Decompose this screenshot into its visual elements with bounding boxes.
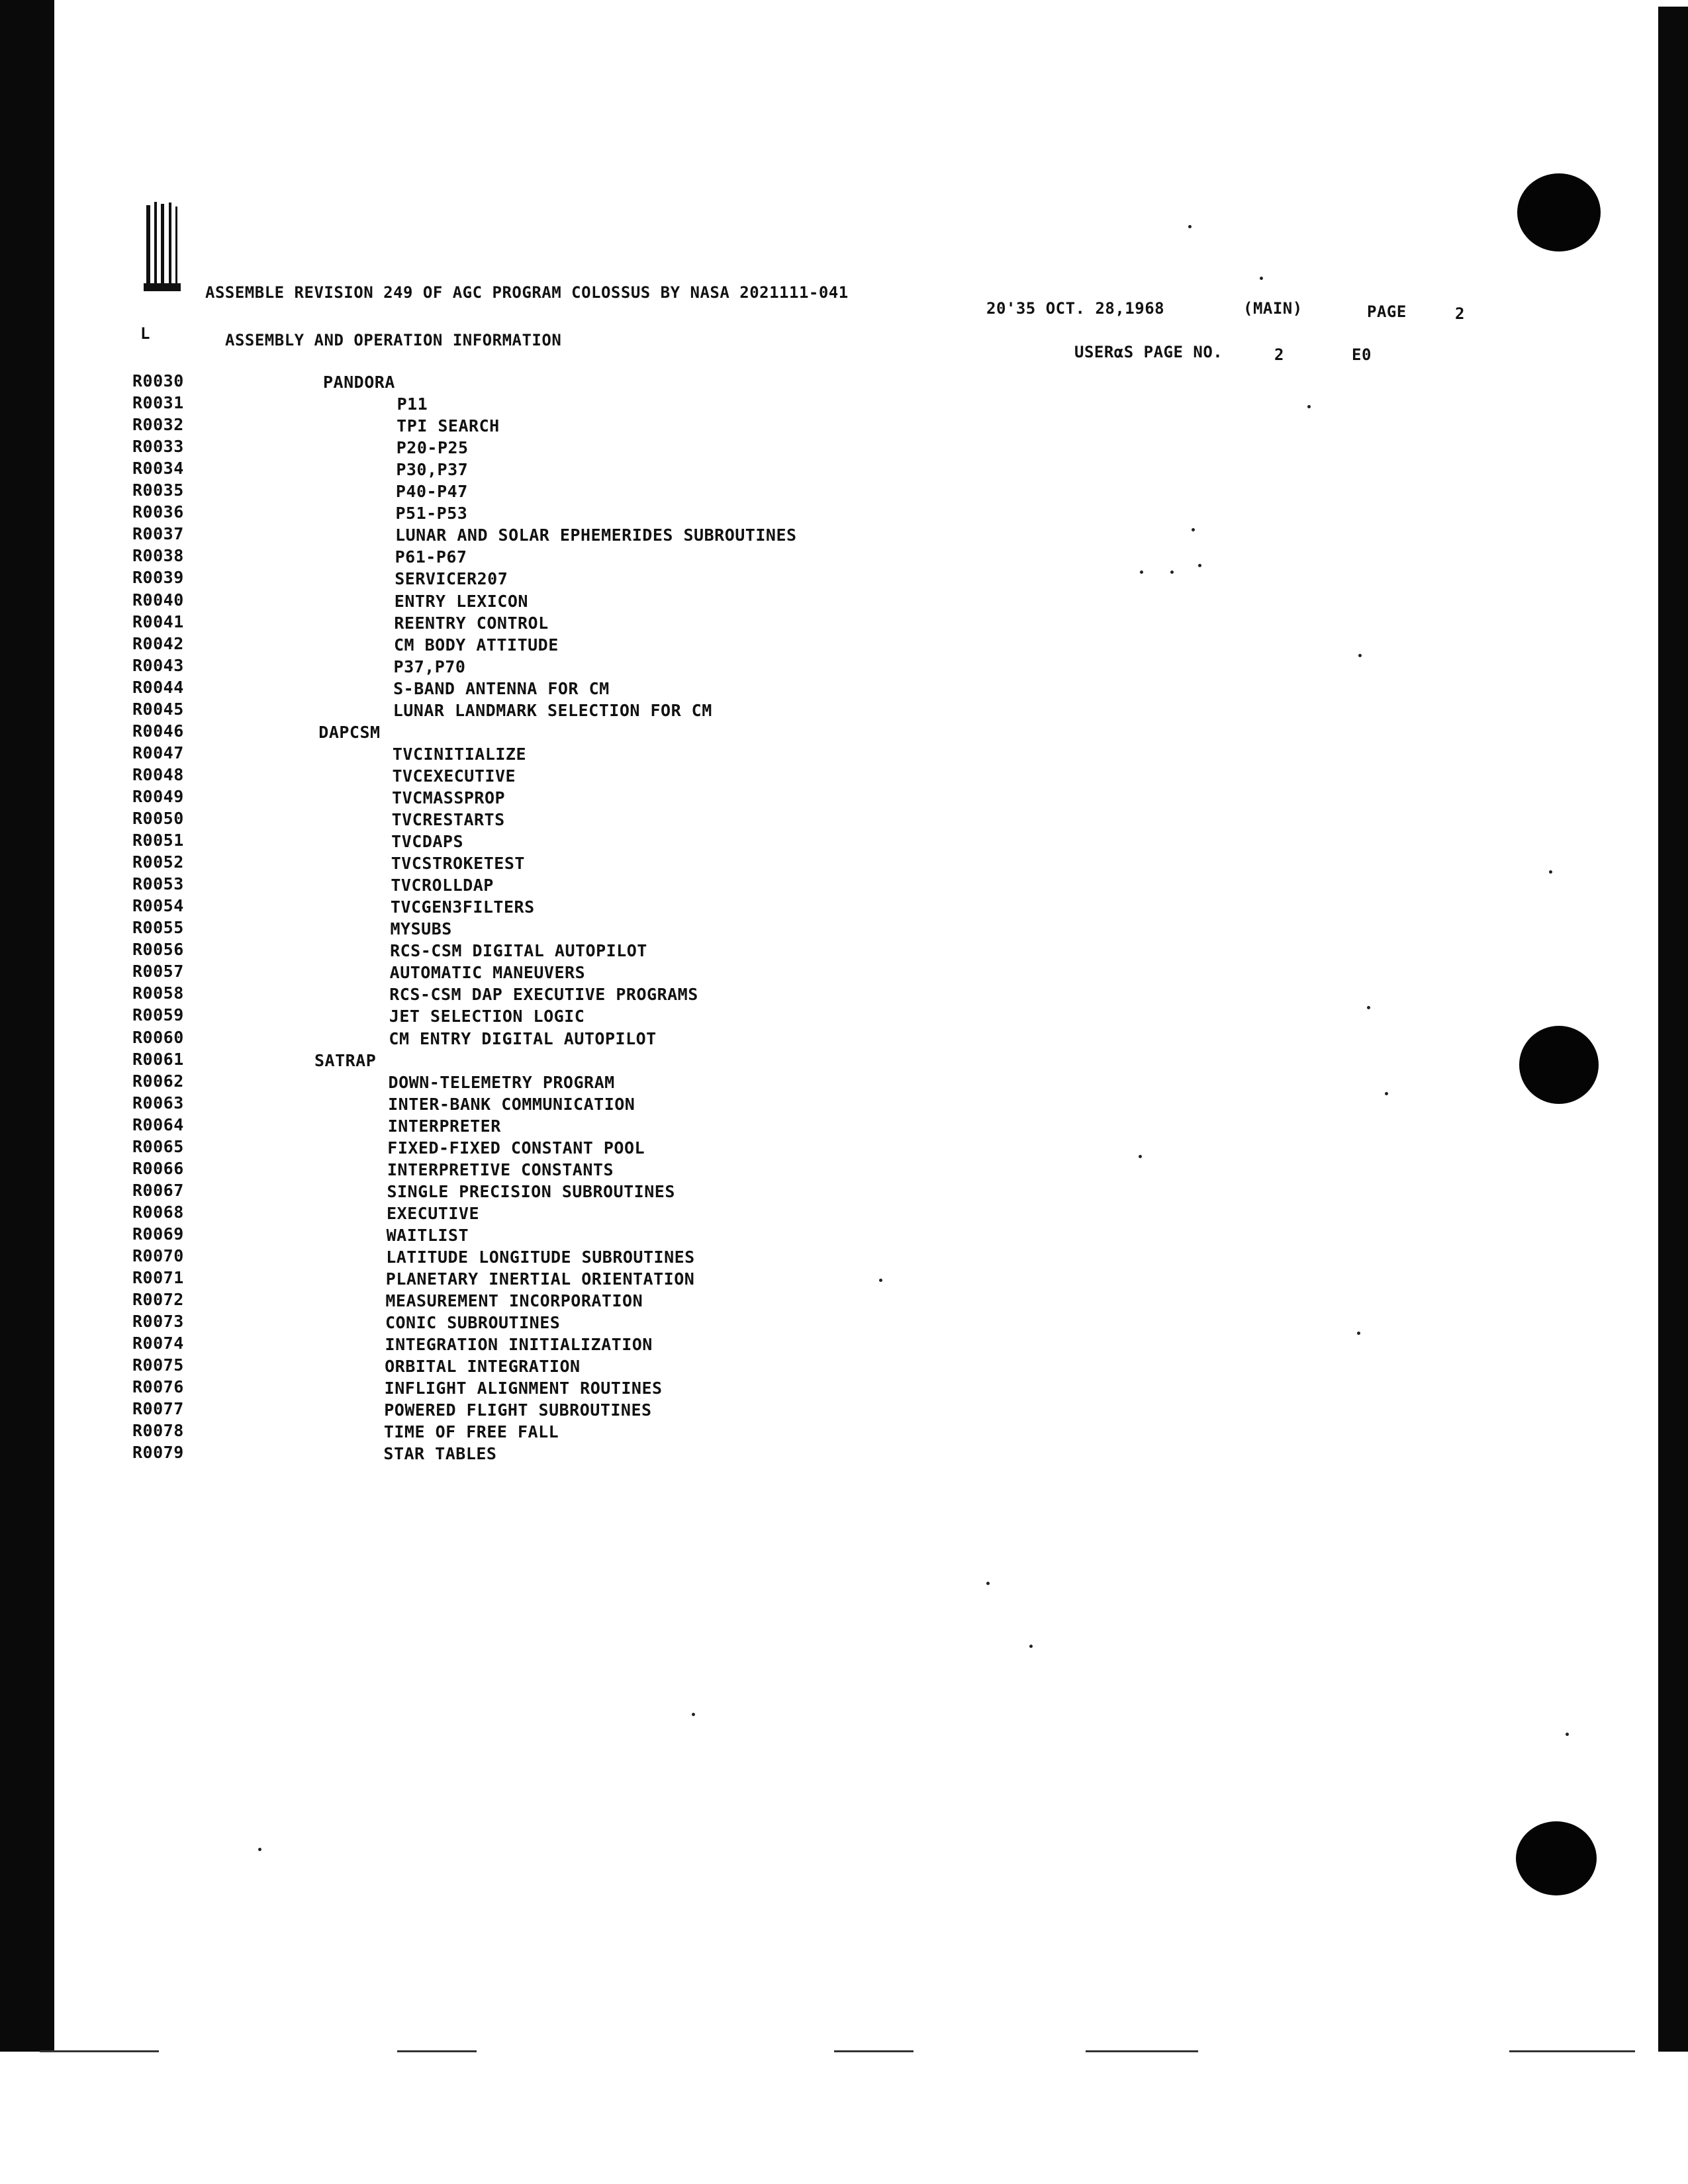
listing-seq: R0053 (132, 874, 184, 894)
scan-edge-line (1086, 2050, 1198, 2052)
listing-seq: R0040 (132, 590, 184, 610)
listing-entry: P61-P67 (395, 547, 467, 567)
listing-entry: TVCGEN3FILTERS (390, 897, 535, 917)
scan-speck (1549, 870, 1552, 874)
listing-seq: R0030 (132, 371, 184, 390)
listing-seq: R0073 (132, 1312, 184, 1332)
scan-edge-line (1509, 2050, 1635, 2052)
listing-seq: R0069 (132, 1224, 184, 1244)
listing-entry: DOWN-TELEMETRY PROGRAM (388, 1072, 615, 1092)
listing-entry: P20-P25 (396, 438, 469, 458)
listing-entry: P37,P70 (393, 657, 466, 676)
listing-seq: R0031 (132, 393, 184, 413)
listing-seq: R0047 (132, 743, 184, 762)
listing-entry: RCS-CSM DAP EXECUTIVE PROGRAMS (389, 985, 698, 1005)
listing-entry: TVCRESTARTS (391, 810, 505, 829)
listing-entry: LATITUDE LONGITUDE SUBROUTINES (386, 1248, 695, 1267)
listing-entry: CM ENTRY DIGITAL AUTOPILOT (389, 1028, 657, 1048)
listing-seq: R0049 (132, 786, 184, 806)
scan-speck (1307, 405, 1311, 408)
listing-entry: S-BAND ANTENNA FOR CM (393, 678, 610, 698)
listing-seq: R0046 (132, 721, 184, 741)
listing-seq: R0071 (132, 1268, 184, 1288)
listing-entry: CONIC SUBROUTINES (385, 1313, 561, 1333)
listing-seq: R0032 (132, 415, 184, 435)
listing-seq: R0041 (132, 612, 184, 631)
page-number: 2 (1455, 304, 1465, 323)
scan-edge-line (834, 2050, 914, 2052)
listing-seq: R0043 (132, 655, 184, 675)
listing-seq: R0034 (132, 459, 184, 478)
listing-seq: R0072 (132, 1290, 184, 1310)
listing-entry: RCS-CSM DIGITAL AUTOPILOT (390, 941, 647, 961)
scan-speck (1139, 1155, 1142, 1158)
listing-seq: R0077 (132, 1399, 184, 1419)
listing-entry: TVCINITIALIZE (392, 744, 527, 764)
listing-seq: R0065 (132, 1136, 184, 1156)
listing-entry: CM BODY ATTITUDE (393, 635, 559, 655)
listing-entry: MEASUREMENT INCORPORATION (385, 1291, 643, 1311)
listing-entry: P30,P37 (396, 460, 469, 480)
listing-section: DAPCSM (318, 722, 381, 742)
listing-seq: R0061 (132, 1049, 184, 1069)
listing-seq: R0033 (132, 437, 184, 457)
listing-entry: LUNAR AND SOLAR EPHEMERIDES SUBROUTINES (395, 525, 797, 545)
punch-hole-top (1517, 173, 1601, 251)
listing-seq: R0048 (132, 764, 184, 784)
listing-entry: TVCROLLDAP (391, 876, 494, 895)
binder-mark-icon (142, 199, 182, 298)
scan-speck (1357, 1332, 1360, 1335)
listing-entry: TVCDAPS (391, 832, 464, 852)
scan-speck (1198, 564, 1201, 567)
listing-section: SATRAP (314, 1050, 377, 1070)
scan-speck (1260, 277, 1263, 280)
listing-seq: R0067 (132, 1180, 184, 1200)
listing-seq: R0076 (132, 1377, 184, 1397)
listing-seq: R0036 (132, 502, 184, 522)
listing-entry: ENTRY LEXICON (394, 591, 528, 611)
listing-section: PANDORA (323, 373, 395, 392)
listing-seq: R0035 (132, 480, 184, 500)
users-page-number: 2 (1274, 345, 1284, 364)
listing-seq: R0064 (132, 1115, 184, 1134)
listing-entry: P40-P47 (395, 482, 468, 502)
listing-entry: INTERPRETER (387, 1116, 501, 1136)
listing-entry: ORBITAL INTEGRATION (385, 1357, 581, 1377)
listing-entry: SINGLE PRECISION SUBROUTINES (387, 1181, 675, 1201)
listing-entry: INTERPRETIVE CONSTANTS (387, 1160, 614, 1179)
punch-hole-bottom (1516, 1821, 1597, 1895)
listing-seq: R0054 (132, 896, 184, 916)
scan-speck (1140, 570, 1143, 574)
scan-speck (986, 1582, 990, 1585)
listing-seq: R0044 (132, 677, 184, 697)
listing-entry: TPI SEARCH (397, 416, 500, 436)
listing-seq: R0050 (132, 809, 184, 828)
listing-seq: R0057 (132, 962, 184, 981)
listing-seq: R0037 (132, 524, 184, 544)
listing-entry: SERVICER207 (395, 569, 508, 589)
page-label: PAGE (1367, 302, 1407, 321)
listing-seq: R0063 (132, 1093, 184, 1113)
listing-seq: R0039 (132, 568, 184, 588)
main-label: (MAIN) (1243, 299, 1303, 318)
listing-entry: P51-P53 (395, 504, 468, 523)
listing-entry: POWERED FLIGHT SUBROUTINES (384, 1400, 652, 1420)
listing-seq: R0068 (132, 1202, 184, 1222)
listing-seq: R0038 (132, 546, 184, 566)
listing-entry: PLANETARY INERTIAL ORIENTATION (385, 1269, 695, 1289)
scan-border-right (1658, 7, 1688, 2052)
listing-seq: R0042 (132, 633, 184, 653)
listing-seq: R0058 (132, 983, 184, 1003)
scan-speck (1170, 570, 1174, 574)
listing-entry: LUNAR LANDMARK SELECTION FOR CM (393, 700, 712, 720)
listing-entry: TIME OF FREE FALL (383, 1422, 559, 1442)
listing-seq: R0062 (132, 1071, 184, 1091)
scan-border-left (0, 0, 54, 2052)
page-bottom-margin (0, 2052, 1688, 2184)
listing-seq: R0066 (132, 1158, 184, 1178)
listing-entry: WAITLIST (386, 1225, 469, 1245)
scan-speck (692, 1713, 695, 1716)
listing-entry: FIXED-FIXED CONSTANT POOL (387, 1138, 645, 1158)
listing-entry: REENTRY CONTROL (394, 613, 549, 633)
listing-entry: INTER-BANK COMMUNICATION (388, 1094, 635, 1114)
scan-edge-line (40, 2050, 159, 2052)
listing-entry: TVCEXECUTIVE (392, 766, 516, 786)
listing-seq: R0075 (132, 1355, 184, 1375)
scan-speck (1566, 1733, 1569, 1736)
listing-seq: R0079 (132, 1443, 184, 1463)
listing-seq: R0059 (132, 1005, 184, 1025)
e0-marker: E0 (1352, 345, 1372, 364)
l-marker: L (140, 324, 150, 343)
scan-speck (1367, 1006, 1370, 1009)
listing-seq: R0056 (132, 940, 184, 960)
scan-speck (1188, 225, 1192, 228)
scan-speck (1029, 1645, 1033, 1648)
listing-entry: EXECUTIVE (387, 1203, 479, 1223)
scan-speck (1192, 528, 1195, 531)
listing-entry: STAR TABLES (383, 1444, 497, 1464)
listing-seq: R0052 (132, 852, 184, 872)
listing-entry: AUTOMATIC MANEUVERS (389, 963, 586, 983)
timestamp: 20'35 OCT. 28,1968 (986, 299, 1165, 318)
listing-seq: R0078 (132, 1421, 184, 1441)
section-title: ASSEMBLY AND OPERATION INFORMATION (225, 331, 562, 349)
listing-entry: TVCMASSPROP (392, 788, 506, 807)
users-page-label: USERαS PAGE NO. (1074, 343, 1223, 361)
punch-hole-middle (1519, 1026, 1599, 1104)
scan-speck (1385, 1092, 1388, 1095)
listing-seq: R0055 (132, 918, 184, 938)
listing-entry: TVCSTROKETEST (391, 854, 525, 874)
listing-entry: INTEGRATION INITIALIZATION (385, 1335, 653, 1355)
listing-entry: MYSUBS (390, 919, 452, 939)
scan-speck (258, 1848, 261, 1851)
listing-seq: R0070 (132, 1246, 184, 1265)
scan-speck (879, 1279, 882, 1282)
listing-entry: JET SELECTION LOGIC (389, 1007, 585, 1026)
listing-seq: R0051 (132, 831, 184, 850)
assemble-header: ASSEMBLE REVISION 249 OF AGC PROGRAM COLOSSUS BY NASA 2021111-041 (205, 283, 849, 302)
listing-seq: R0074 (132, 1334, 184, 1353)
scan-speck (1358, 654, 1362, 657)
scan-edge-line (397, 2050, 477, 2052)
listing-entry: INFLIGHT ALIGNMENT ROUTINES (384, 1379, 663, 1398)
listing-seq: R0045 (132, 699, 184, 719)
listing-entry: P11 (397, 394, 428, 414)
listing-seq: R0060 (132, 1027, 184, 1047)
